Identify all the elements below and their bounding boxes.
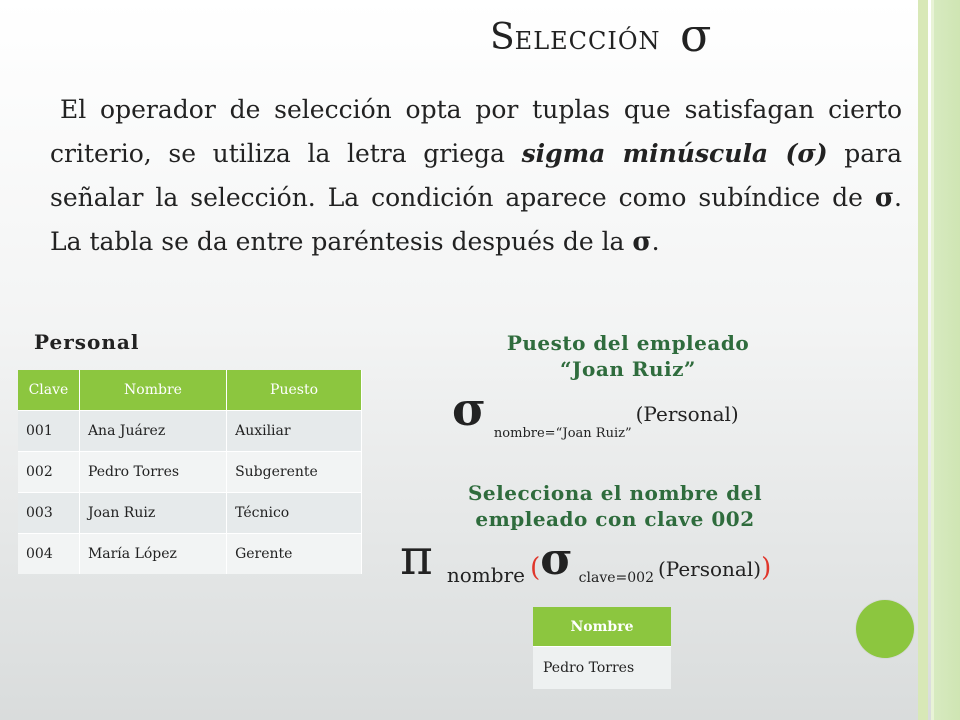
formula-1-relation: (Personal): [635, 402, 739, 426]
formula-1-sigma: σ: [452, 382, 486, 436]
intro-paragraph: [50, 88, 902, 264]
result-header-nombre: Nombre: [533, 607, 671, 647]
formula-2-close-paren: ): [761, 553, 772, 583]
cell-nombre: Pedro Torres: [79, 452, 226, 493]
table-row: [18, 411, 362, 452]
heading-2-line-2: empleado con clave 002: [475, 507, 755, 531]
header-puesto: Puesto: [227, 370, 362, 411]
paragraph-part-4: .: [651, 227, 660, 256]
result-cell-nombre: Pedro Torres: [533, 647, 671, 690]
formula-2-open-paren: (: [530, 553, 541, 583]
decorative-bar-left: [918, 0, 928, 720]
slide-title: [490, 8, 770, 68]
formula-2-pi-subscript: nombre: [446, 563, 525, 587]
cell-nombre: María López: [79, 534, 226, 575]
header-clave: Clave: [18, 370, 79, 411]
cell-clave: 001: [18, 411, 79, 452]
formula-2-sigma-subscript: clave=002: [578, 570, 654, 586]
cell-nombre: Ana Juárez: [79, 411, 226, 452]
table-row: [18, 493, 362, 534]
paragraph-sigma-2: σ: [632, 227, 652, 257]
heading-puesto-empleado: [478, 330, 778, 382]
paragraph-emphasis: sigma minúscula (σ): [521, 139, 828, 168]
decorative-bar-right: [934, 0, 960, 720]
result-table: [533, 607, 671, 689]
selection-formula: [452, 382, 739, 441]
formula-2-pi: π: [400, 528, 433, 586]
title-first-letter: S: [490, 17, 515, 58]
paragraph-sigma-1: σ: [874, 183, 895, 213]
cell-puesto: Técnico: [227, 493, 362, 534]
heading-1-line-1: Puesto del empleado: [506, 331, 750, 355]
title-rest: ELECCIÓN: [514, 27, 661, 55]
paragraph-part-2: para señalar la selección. La condición aparece como subíndice de: [50, 139, 902, 212]
heading-selecciona-nombre: [455, 480, 775, 532]
paragraph-part-3: . La tabla se da entre paréntesis después de la: [50, 183, 902, 256]
formula-1-subscript: nombre=“Joan Ruiz”: [493, 426, 632, 441]
cell-clave: 003: [18, 493, 79, 534]
table-row: [18, 452, 362, 493]
cell-nombre: Joan Ruiz: [79, 493, 226, 534]
projection-formula: [400, 528, 771, 592]
cell-clave: 004: [18, 534, 79, 575]
cell-clave: 002: [18, 452, 79, 493]
table-row: [533, 647, 671, 690]
cell-puesto: Subgerente: [227, 452, 362, 493]
table-header-row: [18, 370, 362, 411]
personal-label: Personal: [34, 330, 140, 354]
result-header-row: [533, 607, 671, 647]
heading-1-line-2: “Joan Ruiz”: [560, 357, 696, 381]
table-row: [18, 534, 362, 575]
title-sigma-symbol: σ: [679, 8, 712, 62]
cell-puesto: Auxiliar: [227, 411, 362, 452]
formula-2-sigma: σ: [540, 534, 573, 585]
personal-table: [18, 370, 362, 574]
formula-2-relation: (Personal): [657, 557, 762, 581]
header-nombre: Nombre: [79, 370, 226, 411]
cell-puesto: Gerente: [227, 534, 362, 575]
paragraph-part-1: El operador de selección opta por tuplas que satisfagan cierto criterio, se utiliza la letra griega: [50, 95, 902, 168]
heading-2-line-1: Selecciona el nombre del: [467, 481, 763, 505]
decorative-circle: [856, 600, 914, 658]
